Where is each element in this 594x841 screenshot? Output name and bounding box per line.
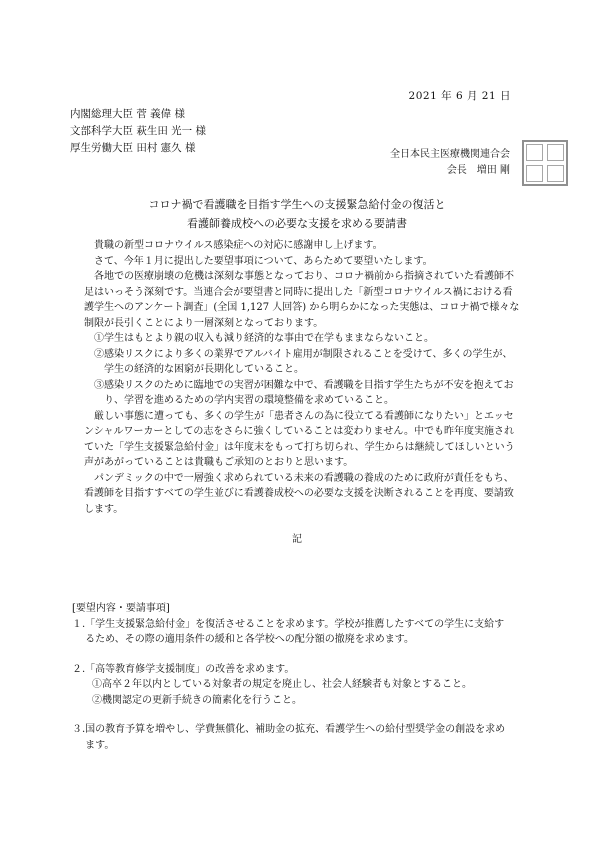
body-line: 足はいっそう深刻です。当連合会が要望書と同時に提出した「新型コロナウイルス禍における看 [84,286,513,298]
body-line: 各地での医療崩壊の危機は深刻な事態となっており、コロナ禍前から指摘されていた看護師不 [84,271,514,282]
request-item-3-line: ３.国の教育予算を増やし、学費無償化、補助金の拡充、看護学生への給付型奨学金の創設を求め [72,724,506,735]
document-title [0,195,594,233]
sender-name: 会長 増田 剛 [446,165,510,176]
recipient-line: 内閣総理大臣 菅 義偉 様 [70,108,186,120]
body-text [84,238,524,517]
body-line: ていた「学生支援緊急給付金」は年度末をもって打ち切られ、学生からは継続してほしいという [84,441,515,453]
request-item-3-line: ます。 [72,739,115,751]
title-line: 看護師養成校への必要な支援を求める要請書 [187,217,407,230]
recipient-line: 文部科学大臣 萩生田 光一 様 [70,125,207,137]
body-line: 護学生へのアンケート調査」(全国 1,127 人回答) から明らかになった実態は、コロナ禍で様々な [84,302,520,313]
request-item-1-line: １.「学生支援緊急給付金」を復活させることを求めます。学校が推薦したすべての学生に支給す [72,618,505,630]
body-line: 貴職の新型コロナウイルス感染症への対応に感謝申し上げます。 [84,240,383,251]
request-section [72,601,542,753]
body-line: します。 [84,503,124,515]
body-line: ②感染リスクにより多くの業界でアルバイト雇用が制限されることを受けて、多くの学生が、 [84,348,513,360]
title-line: コロナ禍で看護職を目指す学生への支援緊急給付金の復活と [148,198,446,211]
official-seal-icon [522,140,568,186]
recipient-block [70,106,206,157]
recipient-line: 厚生労働大臣 田村 憲久 様 [70,142,196,154]
request-item-2-line: ②機関認定の更新手続きの簡素化を行うこと。 [72,694,302,706]
body-line: さて、今年１月に提出した要望事項について、あらためて要望いたします。 [84,255,433,267]
request-heading: [要望内容・要請事項] [72,603,170,614]
request-item-1-line: るため、その際の適用条件の緩和と各学校への配分額の撤廃を求めます。 [72,634,414,645]
body-line: ①学生はもとより親の収入も減り経済的な事由で在学もままならないこと。 [84,333,434,344]
document-date: 2021 年 6 月 21 日 [408,90,511,102]
body-line: 声があがっていることは貴職もご承知のとおりと思います。 [84,457,354,468]
body-line: 厳しい事態に遭っても、多くの学生が「患者さんの為に役立てる看護師になりたい」とエッセ [84,410,514,422]
body-line: 制限が長引くことにより一層深刻となっております。 [84,317,324,329]
body-line: ③感染リスクのために臨地での実習が困難な中で、看護職を目指す学生たちが不安を抱えてお [84,379,514,391]
body-line: り、学習を進めるための学内実習の環境整備を求めていること。 [84,395,394,406]
ki-marker: 記 [292,534,302,545]
request-item-2-line: ２.「高等教育修学支援制度」の改善を求めます。 [72,663,295,675]
sender-block [390,147,510,179]
request-item-2-line: ①高卒２年以内としている対象者の規定を廃止し、社会人経験者も対象とすること。 [72,679,472,690]
body-line: パンデミックの中で一層強く求められている未来の看護職の養成のために政府が責任をもち、 [84,472,514,484]
body-line: 看護師を目指すすべての学生並びに看護養成校への必要な支援を決断されることを再度、要請致 [84,488,514,499]
body-line: 学生の経済的な困窮が長期化していること。 [84,364,304,375]
sender-organization: 全日本民主医療機関連合会 [390,149,510,160]
body-line: ンシャルワーカーとしての志をさらに強くしていることは変わりません。中でも昨年度実施され [84,426,514,437]
